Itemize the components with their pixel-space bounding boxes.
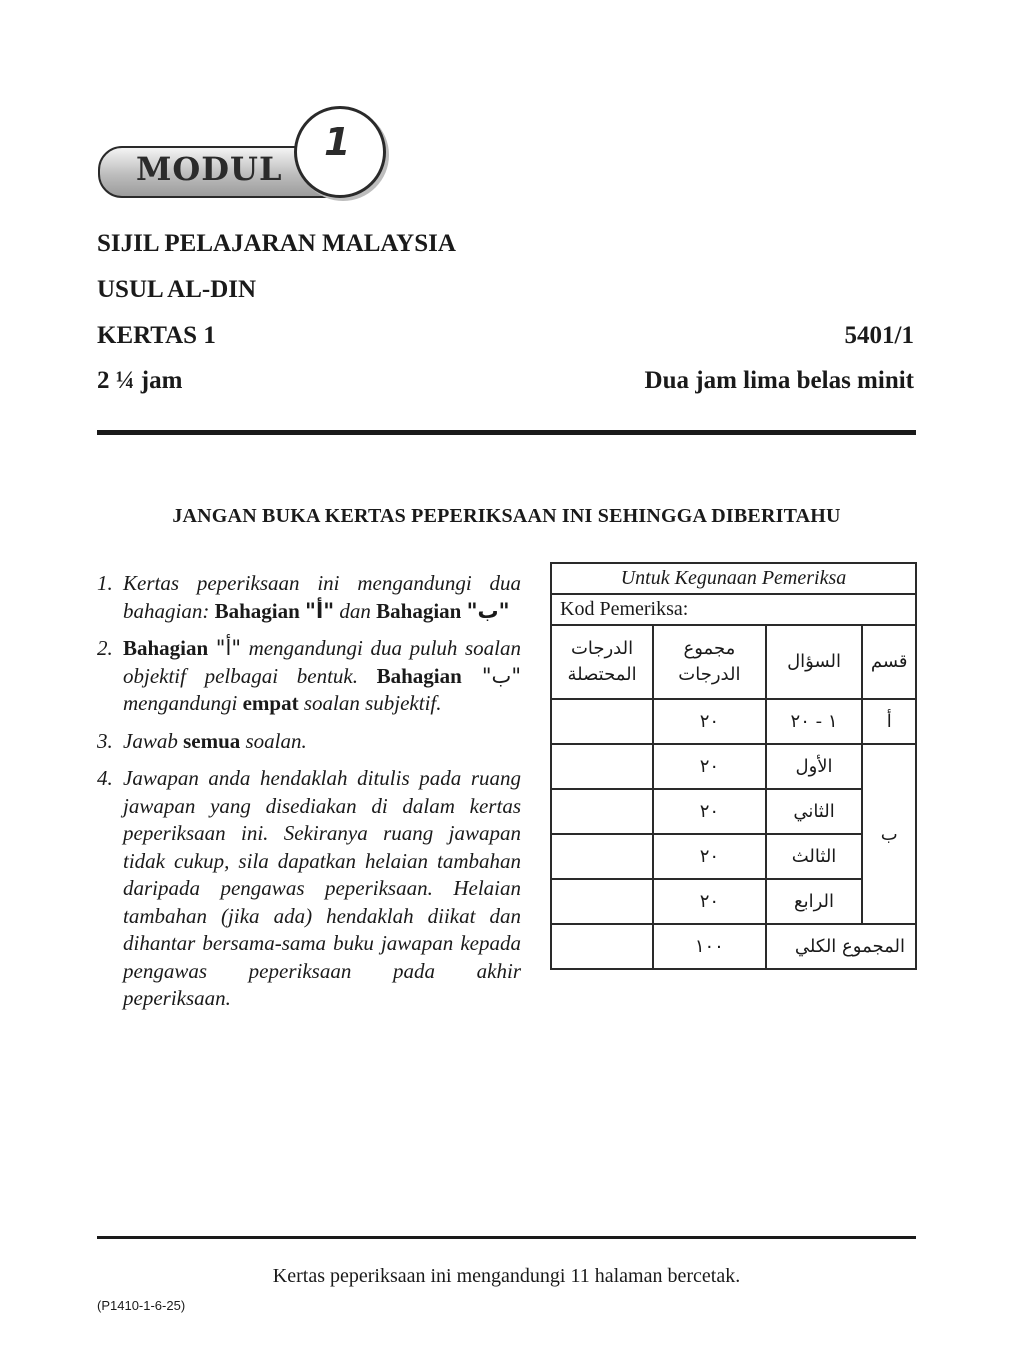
question-cell: الأول [766,744,863,789]
marks-cell: ٢٠ [653,879,766,924]
marks-obtained-cell [551,699,653,744]
module-badge [98,106,398,202]
examiner-table-title: Untuk Kegunaan Pemeriksa [551,563,916,594]
examiner-code-label: Kod Pemeriksa: [551,594,916,625]
instruction-item [97,635,521,718]
section-cell: ب [862,744,916,924]
marks-obtained-cell [551,834,653,879]
marks-cell: ٢٠ [653,834,766,879]
marks-cell: ٢٠ [653,744,766,789]
question-cell: الرابع [766,879,863,924]
marks-cell: ٢٠ [653,699,766,744]
table-row [551,834,916,879]
marks-obtained-cell [551,744,653,789]
marks-obtained-cell [551,789,653,834]
instruction-number: 2. [97,636,113,660]
instruction-item [97,728,521,756]
instruction-item [97,765,521,1013]
question-cell: ١ - ٢٠ [766,699,863,744]
instruction-number: 1. [97,571,113,595]
question-cell: الثاني [766,789,863,834]
table-row [551,879,916,924]
marks-cell: ٢٠ [653,789,766,834]
paper-title: KERTAS 1 [97,322,216,349]
warning-notice: JANGAN BUKA KERTAS PEPERIKSAAN INI SEHINGGA DIBERITAHU [172,505,841,527]
header-marks-obtained: الدرجات المحتصلة [551,625,653,699]
subject-title: USUL AL-DIN [97,276,257,303]
reference-code: (P1410-1-6-25) [97,1298,186,1313]
instruction-number: 4. [97,766,113,790]
header-divider [97,430,916,435]
instruction-item [97,570,521,625]
table-row [551,744,916,789]
table-row-total [551,924,916,969]
duration: 2 ¼ jam [97,367,183,394]
module-label: MODUL [136,150,283,188]
header-total-marks: مجموع الدرجات [653,625,766,699]
instruction-text: Jawapan anda hendaklah ditulis pada ruang jawapan yang disediakan di dalam kertas peperiksaan ini. Sekiranya ruang jawapan tidak cukup, sila dapatkan helaian tambahan daripada pengawas peperiksaan. Helaian tambahan (jika ada) hendaklah diikat dan dihantar bersama-sama buku jawapan kepada pengawas peperiksaan pada akhir peperiksaan. [123,766,521,1010]
header-question: السؤال [766,625,863,699]
marks-cell: ١٠٠ [653,924,766,969]
marks-obtained-cell [551,879,653,924]
question-cell: الثالث [766,834,863,879]
exam-title: SIJIL PELAJARAN MALAYSIA [97,230,456,257]
marks-obtained-cell [551,924,653,969]
duration-words: Dua jam lima belas minit [644,367,914,394]
total-label-cell: المجموع الكلي [766,924,916,969]
header-section: قسم [862,625,916,699]
instructions [97,570,521,1023]
instruction-text: Kertas peperiksaan ini mengandungi dua bahagian: Bahagian "أ" dan Bahagian "ب" [123,571,521,623]
footer-divider [97,1236,916,1239]
paper-code: 5401/1 [844,322,914,349]
instruction-text: Bahagian "أ" mengandungi dua puluh soalan objektif pelbagai bentuk. Bahagian "ب" mengandungi empat soalan subjektif. [123,636,521,715]
section-cell: أ [862,699,916,744]
table-row [551,789,916,834]
examiner-table [550,562,917,970]
instruction-text: Jawab semua soalan. [123,728,307,753]
module-number: 1 [324,120,351,164]
table-row [551,699,916,744]
instruction-number: 3. [97,728,113,753]
page-count-note: Kertas peperiksaan ini mengandungi 11 halaman bercetak. [272,1265,741,1287]
